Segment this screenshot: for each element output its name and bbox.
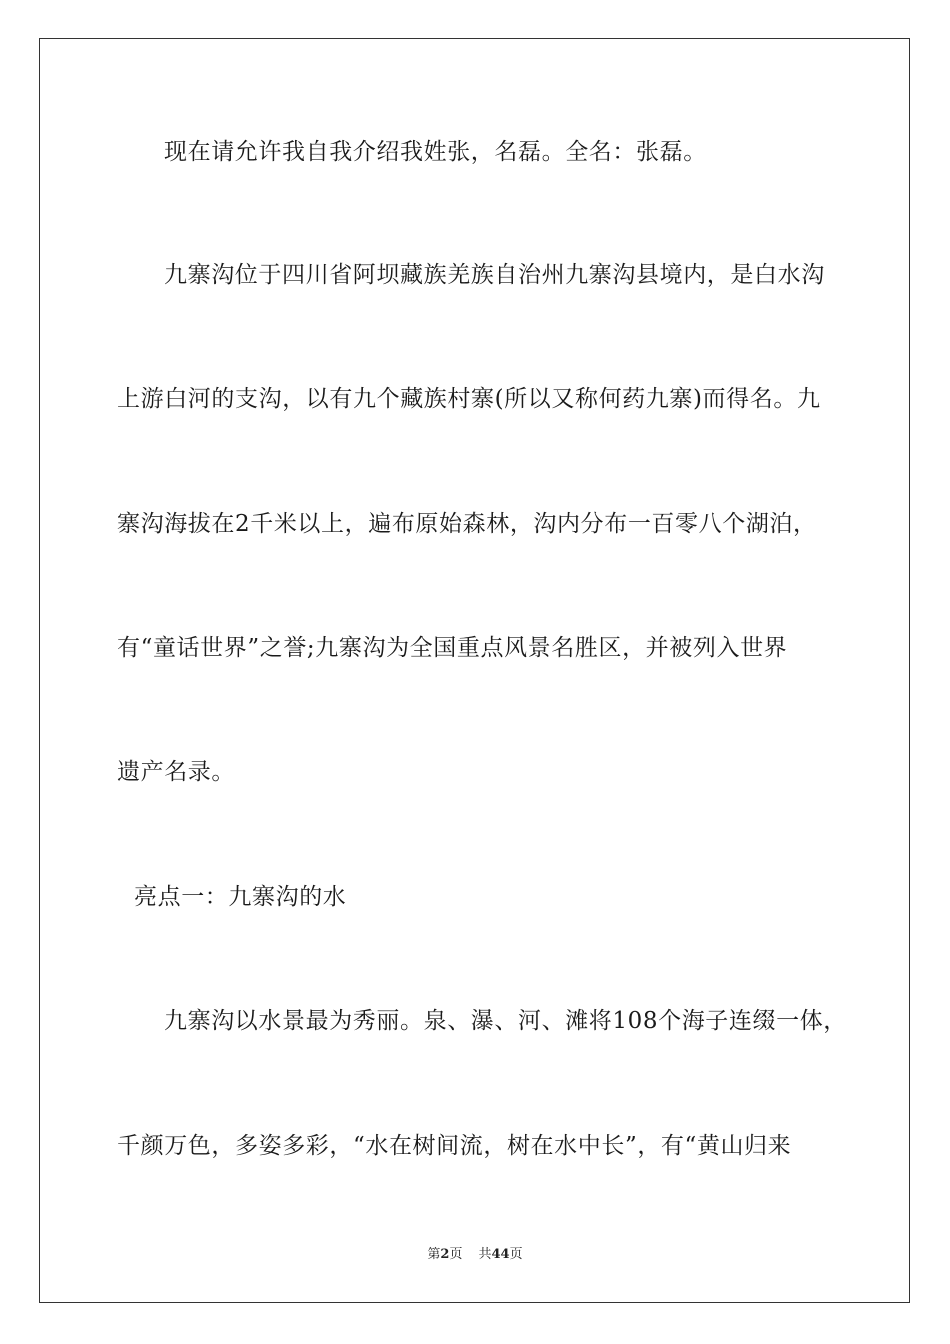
paragraph-line: 千颜万色，多姿多彩，“水在树间流，树在水中长”，有“黄山归来	[117, 1133, 792, 1159]
paragraph-line: 上游白河的支沟，以有九个藏族村寨(所以又称何药九寨)而得名。九	[117, 386, 821, 412]
total-suffix: 页	[509, 1247, 523, 1262]
paragraph-line-intro: 现在请允许我自我介绍我姓张，名磊。全名：张磊。	[164, 139, 707, 165]
page-suffix: 页	[449, 1247, 463, 1262]
total-pages: 44	[491, 1247, 510, 1262]
paragraph-line: 九寨沟以水景最为秀丽。泉、瀑、河、滩将108个海子连缀一体，	[164, 1008, 847, 1034]
paragraph-line: 九寨沟位于四川省阿坝藏族羌族自治州九寨沟县境内，是白水沟	[164, 262, 825, 288]
page-prefix: 第	[427, 1247, 441, 1262]
paragraph-line: 有“童话世界”之誉;九寨沟为全国重点风景名胜区，并被列入世界	[117, 635, 788, 661]
section-heading: 亮点一：九寨沟的水	[134, 884, 347, 910]
paragraph-line: 寨沟海拔在2千米以上，遍布原始森林，沟内分布一百零八个湖泊，	[117, 511, 817, 537]
page-footer	[0, 1246, 950, 1264]
page-border	[39, 38, 910, 1303]
page-number: 2	[440, 1247, 450, 1262]
paragraph-line: 遗产名录。	[117, 759, 235, 785]
total-prefix: 共	[478, 1247, 492, 1262]
